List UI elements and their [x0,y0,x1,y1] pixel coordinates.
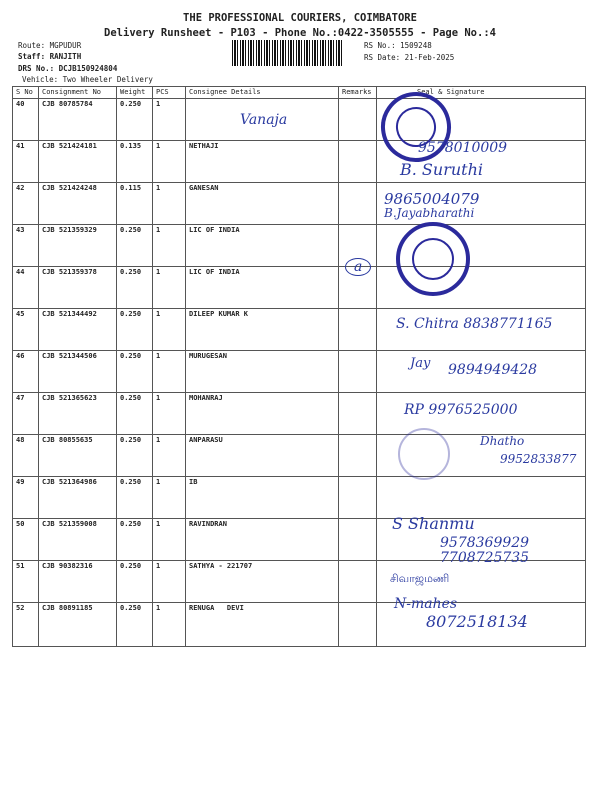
cell-name: MURUGESAN [186,351,339,393]
cell-sno: 40 [13,99,39,141]
faded-stamp [398,428,450,480]
col-weight: Weight [117,87,153,99]
hw-r45: S. Chitra 8838771165 [396,316,553,332]
cell-sno: 51 [13,561,39,603]
cell-pcs: 1 [153,309,186,351]
cell-pcs: 1 [153,519,186,561]
hw-r52b: 8072518134 [426,612,528,631]
cell-sno: 43 [13,225,39,267]
cell-cn: CJB 521424248 [39,183,117,225]
cell-remarks [339,351,377,393]
cell-pcs: 1 [153,183,186,225]
cell-wt: 0.250 [117,267,153,309]
cell-name: GANESAN [186,183,339,225]
cell-name: ANPARASU [186,435,339,477]
cell-sno: 46 [13,351,39,393]
cell-name: MOHANRAJ [186,393,339,435]
cell-cn: CJB 521344492 [39,309,117,351]
cell-wt: 0.250 [117,477,153,519]
cell-sno: 41 [13,141,39,183]
cell-remarks [339,393,377,435]
cell-sno: 50 [13,519,39,561]
cell-wt: 0.250 [117,393,153,435]
hw-r40: Vanaja [240,112,288,128]
hw-r47: RP 9976525000 [404,402,518,418]
cell-pcs: 1 [153,141,186,183]
cell-name: RENUGA DEVI [186,603,339,647]
hw-r50a: S Shanmu [392,514,475,533]
hw-r46a: Jay [410,356,431,371]
hw-r42a: 9865004079 [384,190,480,208]
cell-cn: CJB 80855635 [39,435,117,477]
hw-r46b: 9894949428 [448,362,538,378]
cell-cn: CJB 521359008 [39,519,117,561]
cell-wt: 0.250 [117,99,153,141]
table-row [13,267,586,309]
cell-cn: CJB 90382316 [39,561,117,603]
lic-stamp [396,222,470,296]
runsheet-title: Delivery Runsheet - P103 - Phone No.:0422-3505555 - Page No.:4 [104,27,496,39]
cell-pcs: 1 [153,603,186,647]
cell-pcs: 1 [153,477,186,519]
cell-wt: 0.250 [117,351,153,393]
cell-cn: CJB 521365623 [39,393,117,435]
hw-r42b: B.Jayabharathi [384,206,475,220]
cell-cn: CJB 521364986 [39,477,117,519]
cell-remarks [339,183,377,225]
staff: Staff: RANJITH [18,52,82,61]
cell-cn: CJB 521424181 [39,141,117,183]
cell-wt: 0.135 [117,141,153,183]
hw-r52a: N-mahes [394,596,458,612]
col-sno: S No [13,87,39,99]
cell-wt: 0.115 [117,183,153,225]
table-row [13,225,586,267]
company-title: THE PROFESSIONAL COURIERS, COIMBATORE [183,12,417,24]
table-row [13,477,586,519]
cell-sno: 52 [13,603,39,647]
cell-name: NETHAJI [186,141,339,183]
table-row [13,183,586,225]
table-row [13,99,586,141]
cell-remarks [339,519,377,561]
cell-cn: CJB 80785784 [39,99,117,141]
cell-name: LIC OF INDIA [186,267,339,309]
col-signature: Seal & Signature [377,87,586,99]
cell-wt: 0.250 [117,603,153,647]
route: Route: MGPUDUR [18,41,82,50]
cell-cn: CJB 521344506 [39,351,117,393]
cell-wt: 0.250 [117,309,153,351]
cell-name: DILEEP KUMAR K [186,309,339,351]
rs-no: RS No.: 1509248 [364,41,432,50]
hw-r41b: B. Suruthi [400,160,483,179]
col-remarks: Remarks [339,87,377,99]
cell-pcs: 1 [153,267,186,309]
cell-name: SATHYA - 221707 [186,561,339,603]
cell-wt: 0.250 [117,561,153,603]
drs-no: DRS No.: DCJB150924804 [18,64,118,73]
hw-r50b: 9578369929 [440,535,530,551]
cell-sno: 48 [13,435,39,477]
cell-sno: 45 [13,309,39,351]
cell-cn: CJB 521359329 [39,225,117,267]
cell-pcs: 1 [153,351,186,393]
cell-pcs: 1 [153,393,186,435]
cell-sno: 44 [13,267,39,309]
table-row [13,561,586,603]
cell-cn: CJB 521359378 [39,267,117,309]
vehicle: Vehicle: Two Wheeler Delivery [22,75,153,84]
cell-pcs: 1 [153,561,186,603]
barcode [232,40,344,66]
hw-r51b: சிவாஜமணி [390,572,450,585]
hw-r48a: Dhatho [480,434,525,448]
cell-sno: 49 [13,477,39,519]
cell-pcs: 1 [153,225,186,267]
hw-r51a: 7708725735 [440,550,530,566]
cell-sno: 47 [13,393,39,435]
cell-pcs: 1 [153,99,186,141]
cell-pcs: 1 [153,435,186,477]
cell-remarks [339,141,377,183]
cell-remarks [339,435,377,477]
cell-remarks [339,561,377,603]
cell-name: RAVINDRAN [186,519,339,561]
cell-remarks [339,99,377,141]
cell-name: LIC OF INDIA [186,225,339,267]
cell-cn: CJB 80891185 [39,603,117,647]
hw-r41a: 9578010009 [418,140,508,156]
hw-r48b: 9952833877 [500,452,577,466]
cell-wt: 0.250 [117,519,153,561]
col-consignee: Consignee Details [186,87,339,99]
cell-sno: 42 [13,183,39,225]
cell-wt: 0.250 [117,225,153,267]
rs-date: RS Date: 21-Feb-2025 [364,53,455,62]
cell-wt: 0.250 [117,435,153,477]
col-consignment: Consignment No [39,87,117,99]
hw-r44: a [345,258,371,276]
cell-remarks [339,603,377,647]
cell-signature [377,477,586,519]
col-pcs: PCS [153,87,186,99]
cell-remarks [339,309,377,351]
cell-name: IB [186,477,339,519]
cell-remarks [339,477,377,519]
